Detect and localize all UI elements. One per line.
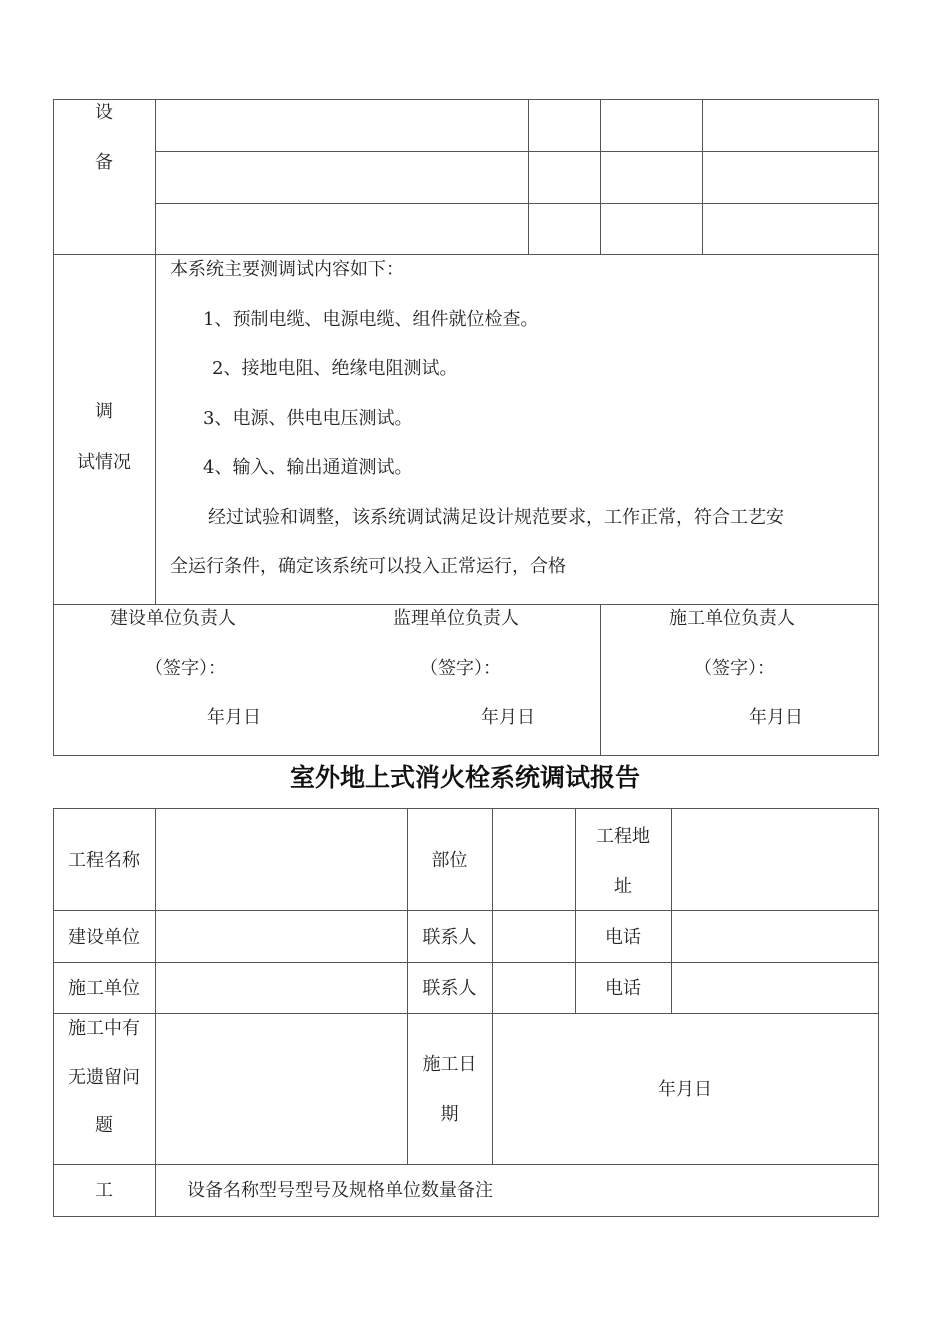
table-border bbox=[53, 604, 879, 605]
debug-label: 调 bbox=[95, 401, 113, 422]
signature-title: 施工单位负责人 bbox=[669, 608, 795, 629]
equipment-header: 设备名称型号型号及规格单位数量备注 bbox=[187, 1180, 493, 1201]
address-label: 工程地 bbox=[596, 826, 650, 847]
signature-date: 年月日 bbox=[207, 707, 261, 728]
debug-item: 4、输入、输出通道测试。 bbox=[203, 457, 413, 478]
table-border bbox=[702, 99, 703, 254]
phone-label: 电话 bbox=[605, 927, 641, 948]
construction-date-label: 施工日 bbox=[422, 1054, 477, 1075]
table-border bbox=[600, 604, 601, 755]
table-border bbox=[155, 99, 156, 604]
table-border bbox=[53, 99, 879, 100]
table-border bbox=[53, 755, 879, 756]
table-border bbox=[600, 99, 601, 254]
signature-line: （签字）： bbox=[694, 658, 775, 679]
equipment-label: 备 bbox=[95, 152, 113, 173]
table-border bbox=[155, 808, 156, 1217]
construction-date-label: 期 bbox=[440, 1104, 459, 1125]
phone-label: 电话 bbox=[605, 978, 641, 999]
signature-date: 年月日 bbox=[749, 707, 803, 728]
constructor-label: 施工单位 bbox=[68, 978, 140, 999]
equipment-row-label: 工 bbox=[95, 1180, 113, 1201]
table-border bbox=[878, 99, 879, 756]
debug-item: 1、预制电缆、电源电缆、组件就位检查。 bbox=[203, 309, 539, 330]
debug-item: 2、接地电阻、绝缘电阻测试。 bbox=[212, 358, 458, 379]
construction-date-value: 年月日 bbox=[658, 1079, 712, 1100]
table-border bbox=[155, 151, 879, 152]
debug-label: 试情况 bbox=[77, 452, 131, 473]
signature-date: 年月日 bbox=[481, 707, 535, 728]
table-border bbox=[53, 808, 879, 809]
table-border bbox=[528, 99, 529, 254]
table-border bbox=[53, 254, 879, 255]
issues-label: 无遗留问 bbox=[68, 1067, 140, 1088]
table-border bbox=[53, 962, 879, 963]
builder-label: 建设单位 bbox=[68, 927, 140, 948]
signature-title: 建设单位负责人 bbox=[110, 608, 236, 629]
equipment-label: 设 bbox=[95, 102, 113, 123]
signature-line: （签字）： bbox=[145, 658, 226, 679]
table-border bbox=[53, 910, 879, 911]
table-border bbox=[53, 1013, 879, 1014]
table-border bbox=[53, 1216, 879, 1217]
table-border bbox=[53, 99, 54, 756]
debug-conclusion: 全运行条件，确定该系统可以投入正常运行，合格 bbox=[170, 556, 566, 577]
contact-label: 联系人 bbox=[422, 978, 477, 999]
table-border bbox=[671, 808, 672, 1014]
debug-conclusion: 经过试验和调整，该系统调试满足设计规范要求，工作正常，符合工艺安 bbox=[208, 507, 784, 528]
issues-label: 施工中有 bbox=[68, 1018, 140, 1039]
issues-label: 题 bbox=[95, 1115, 113, 1136]
contact-label: 联系人 bbox=[422, 927, 477, 948]
location-label: 部位 bbox=[431, 850, 468, 871]
table-border bbox=[878, 808, 879, 1217]
table-border bbox=[155, 203, 879, 204]
debug-item: 3、电源、供电电压测试。 bbox=[203, 408, 413, 429]
signature-line: （签字）： bbox=[420, 658, 501, 679]
debug-intro: 本系统主要测调试内容如下： bbox=[170, 259, 404, 280]
project-name-label: 工程名称 bbox=[68, 850, 140, 871]
address-label: 址 bbox=[614, 876, 632, 897]
signature-title: 监理单位负责人 bbox=[393, 608, 519, 629]
table-border bbox=[53, 1164, 879, 1165]
report-title: 室外地上式消火栓系统调试报告 bbox=[289, 763, 640, 792]
table-border bbox=[492, 808, 493, 1165]
